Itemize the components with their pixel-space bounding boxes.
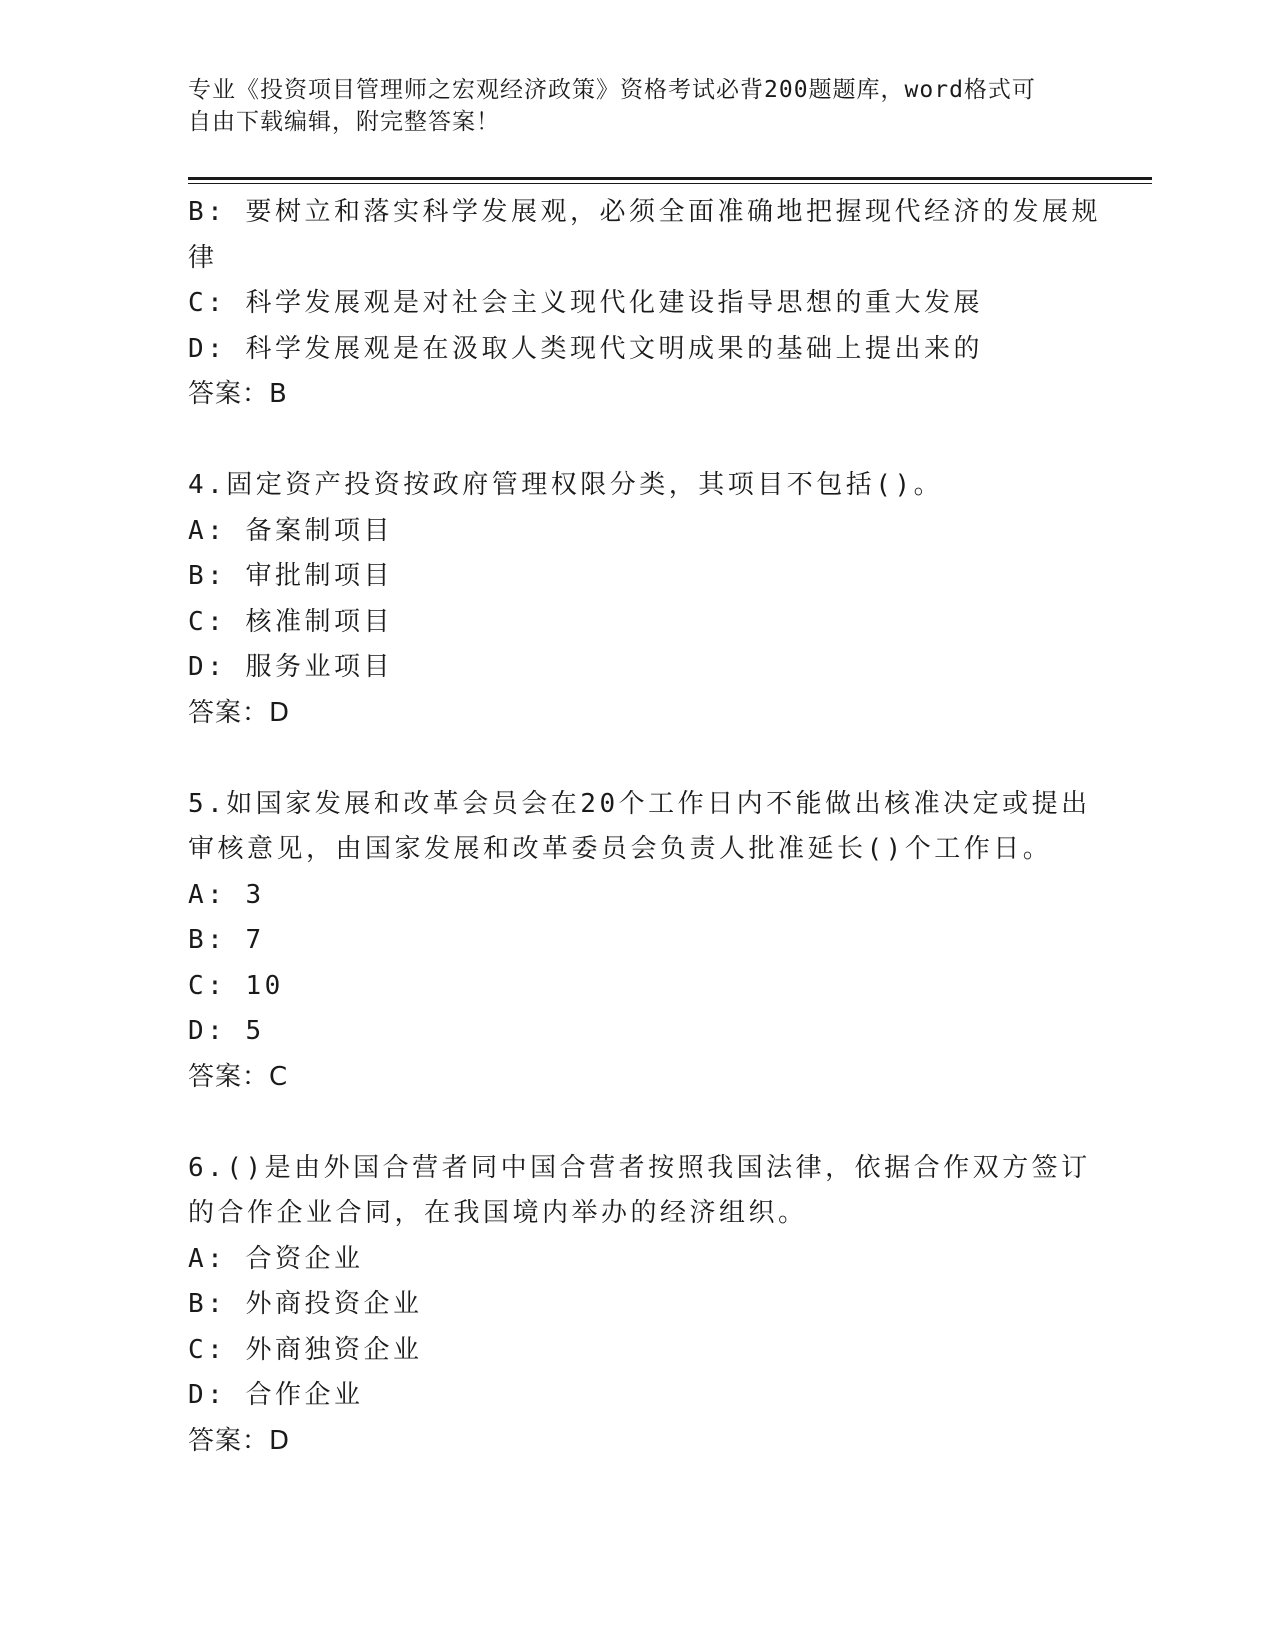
- question-5-stem-line-2: 审核意见，由国家发展和改革委员会负责人批准延长()个工作日。: [188, 834, 1053, 864]
- question-3-answer: 答案：B: [188, 379, 288, 409]
- header-title-line-2: 自由下载编辑，附完整答案！: [188, 109, 500, 135]
- question-4-option-a: A: 备案制项目: [188, 515, 393, 546]
- question-6-option-c: C: 外商独资企业: [188, 1334, 423, 1365]
- question-4-option-b: B: 审批制项目: [188, 561, 393, 591]
- question-5-answer: 答案：C: [188, 1061, 289, 1092]
- question-3-option-b-line-2: 律: [188, 242, 218, 273]
- question-6-option-d: D: 合作企业: [188, 1380, 364, 1410]
- question-6-answer: 答案：D: [188, 1425, 291, 1456]
- question-4-block: [188, 463, 1088, 736]
- question-5-option-a: A: 3: [188, 879, 265, 910]
- header-title-line-1: 专业《投资项目管理师之宏观经济政策》资格考试必背200题题库，word格式可: [188, 77, 1036, 103]
- question-3-option-c: C: 科学发展观是对社会主义现代化建设指导思想的重大发展: [188, 288, 983, 318]
- question-6-option-b: B: 外商投资企业: [188, 1289, 423, 1319]
- question-4-answer: 答案：D: [188, 697, 291, 728]
- question-4-option-c: C: 核准制项目: [188, 606, 393, 637]
- document-header: [188, 74, 1068, 138]
- question-6-stem-line-2: 的合作企业合同，在我国境内举办的经济组织。: [188, 1198, 808, 1228]
- header-divider-thick: [188, 177, 1152, 180]
- question-6-stem-line-1: 6.()是由外国合营者同中国合营者按照我国法律，依据合作双方签订: [188, 1152, 1091, 1183]
- question-3-option-d: D: 科学发展观是在汲取人类现代文明成果的基础上提出来的: [188, 333, 983, 364]
- question-list: [188, 190, 1101, 1464]
- question-4-stem: 4.固定资产投资按政府管理权限分类，其项目不包括()。: [188, 470, 944, 500]
- header-divider-thin: [188, 183, 1152, 184]
- question-3-block: [188, 190, 1101, 418]
- question-3-option-b-line-1: B: 要树立和落实科学发展观，必须全面准确地把握现代经济的发展规: [188, 197, 1101, 227]
- spacer: [188, 1100, 1088, 1146]
- question-5-option-b: B: 7: [188, 925, 265, 955]
- spacer: [188, 736, 1088, 782]
- question-5-stem-line-1: 5.如国家发展和改革会员会在20个工作日内不能做出核准决定或提出: [188, 788, 1091, 819]
- question-5-option-c: C: 10: [188, 970, 284, 1001]
- question-5-block: [188, 782, 1091, 1101]
- question-5-option-d: D: 5: [188, 1016, 265, 1046]
- question-6-option-a: A: 合资企业: [188, 1243, 364, 1274]
- question-4-option-d: D: 服务业项目: [188, 652, 393, 682]
- spacer: [188, 418, 1088, 464]
- question-6-block: [188, 1146, 1091, 1465]
